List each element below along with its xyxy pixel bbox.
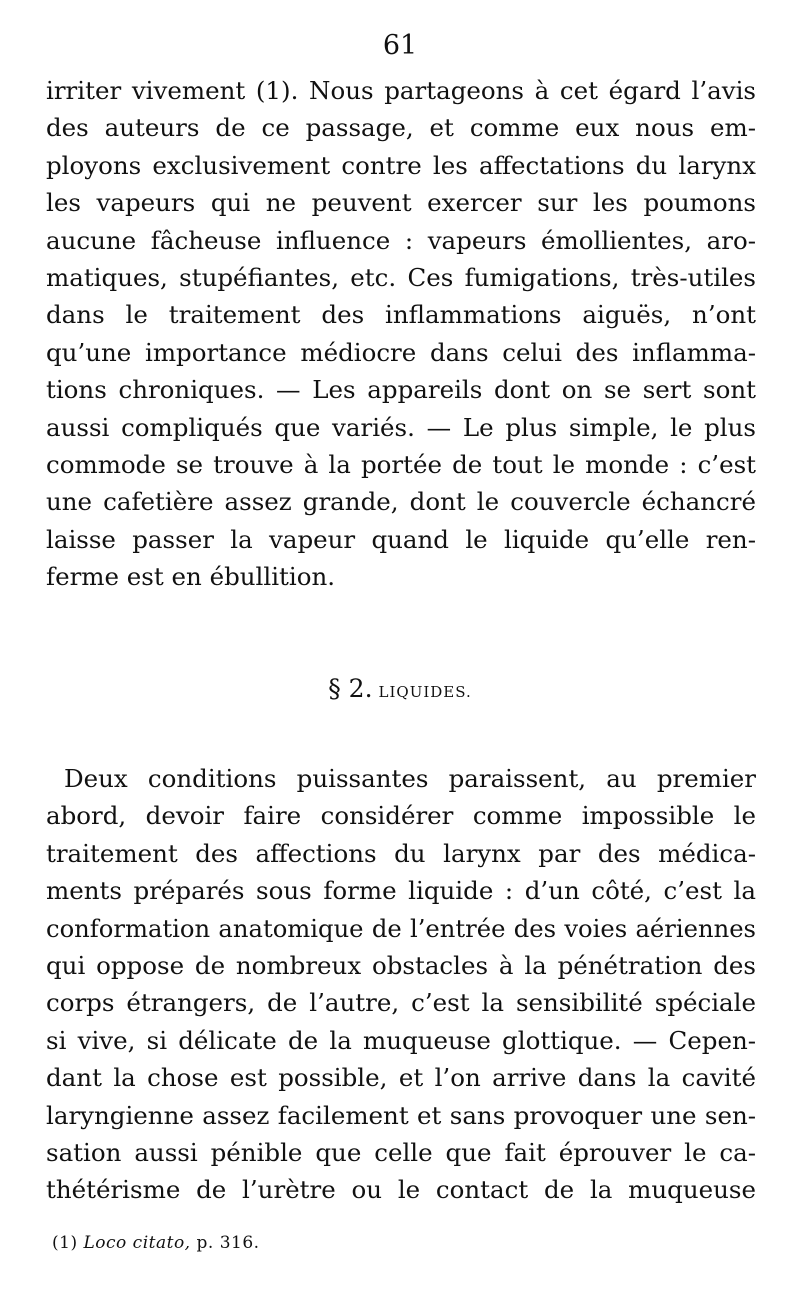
footnote <box>52 1233 260 1253</box>
section-heading <box>0 674 800 703</box>
text-line: matiques, stupéfiantes, etc. Ces fumigations, très-utiles <box>46 262 756 292</box>
text-line: des auteurs de ce passage, et comme eux nous em- <box>46 113 756 143</box>
text-line: ployons exclusivement contre les affectations du larynx <box>46 150 756 180</box>
text-line: dans le traitement des inflammations aiguës, n’ont <box>46 300 756 330</box>
text-line: qu’une importance médiocre dans celui des inflamma- <box>46 337 756 367</box>
section-title: LIQUIDES. <box>378 683 472 701</box>
text-line: traitement des affections du larynx par des médica- <box>46 838 756 868</box>
footnote-marker: (1) <box>52 1233 78 1253</box>
text-line: si vive, si délicate de la muqueuse glottique. — Cepen- <box>46 1025 756 1055</box>
text-line: ferme est en ébullition. <box>46 562 336 592</box>
text-line: aussi compliqués que variés. — Le plus simple, le plus <box>46 412 756 442</box>
text-line: qui oppose de nombreux obstacles à la pénétration des <box>46 950 756 980</box>
section-number: § 2. <box>328 674 373 703</box>
footnote-page-ref: p. 316. <box>196 1233 260 1253</box>
text-line: tions chroniques. — Les appareils dont on se sert sont <box>46 375 756 405</box>
footnote-source: Loco citato, <box>83 1233 191 1253</box>
page-number: 61 <box>382 30 418 61</box>
text-line: les vapeurs qui ne peuvent exercer sur les poumons <box>46 188 756 218</box>
text-line: thétérisme de l’urètre ou le contact de la muqueuse <box>46 1175 756 1205</box>
text-line: conformation anatomique de l’entrée des voies aériennes <box>46 913 756 943</box>
paragraph-fumigations <box>46 72 756 595</box>
text-line: Deux conditions puissantes paraissent, au premier <box>64 764 756 793</box>
paragraph-liquides <box>46 760 756 1209</box>
text-line: laisse passer la vapeur quand le liquide qu’elle ren- <box>46 524 756 554</box>
text-line: dant la chose est possible, et l’on arrive dans la cavité <box>46 1063 756 1093</box>
text-line: ments préparés sous forme liquide : d’un côté, c’est la <box>46 876 756 906</box>
text-line: laryngienne assez facilement et sans provoquer une sen- <box>46 1100 756 1130</box>
text-line: sation aussi pénible que celle que fait éprouver le ca- <box>46 1137 756 1167</box>
text-line: une cafetière assez grande, dont le couvercle échancré <box>46 487 756 517</box>
text-line: commode se trouve à la portée de tout le monde : c’est <box>46 449 756 479</box>
text-line: abord, devoir faire considérer comme impossible le <box>46 801 756 831</box>
text-line: aucune fâcheuse influence : vapeurs émollientes, aro- <box>46 225 756 255</box>
text-line: corps étrangers, de l’autre, c’est la sensibilité spéciale <box>46 988 756 1018</box>
text-line: irriter vivement (1). Nous partageons à cet égard l’avis <box>46 76 756 105</box>
